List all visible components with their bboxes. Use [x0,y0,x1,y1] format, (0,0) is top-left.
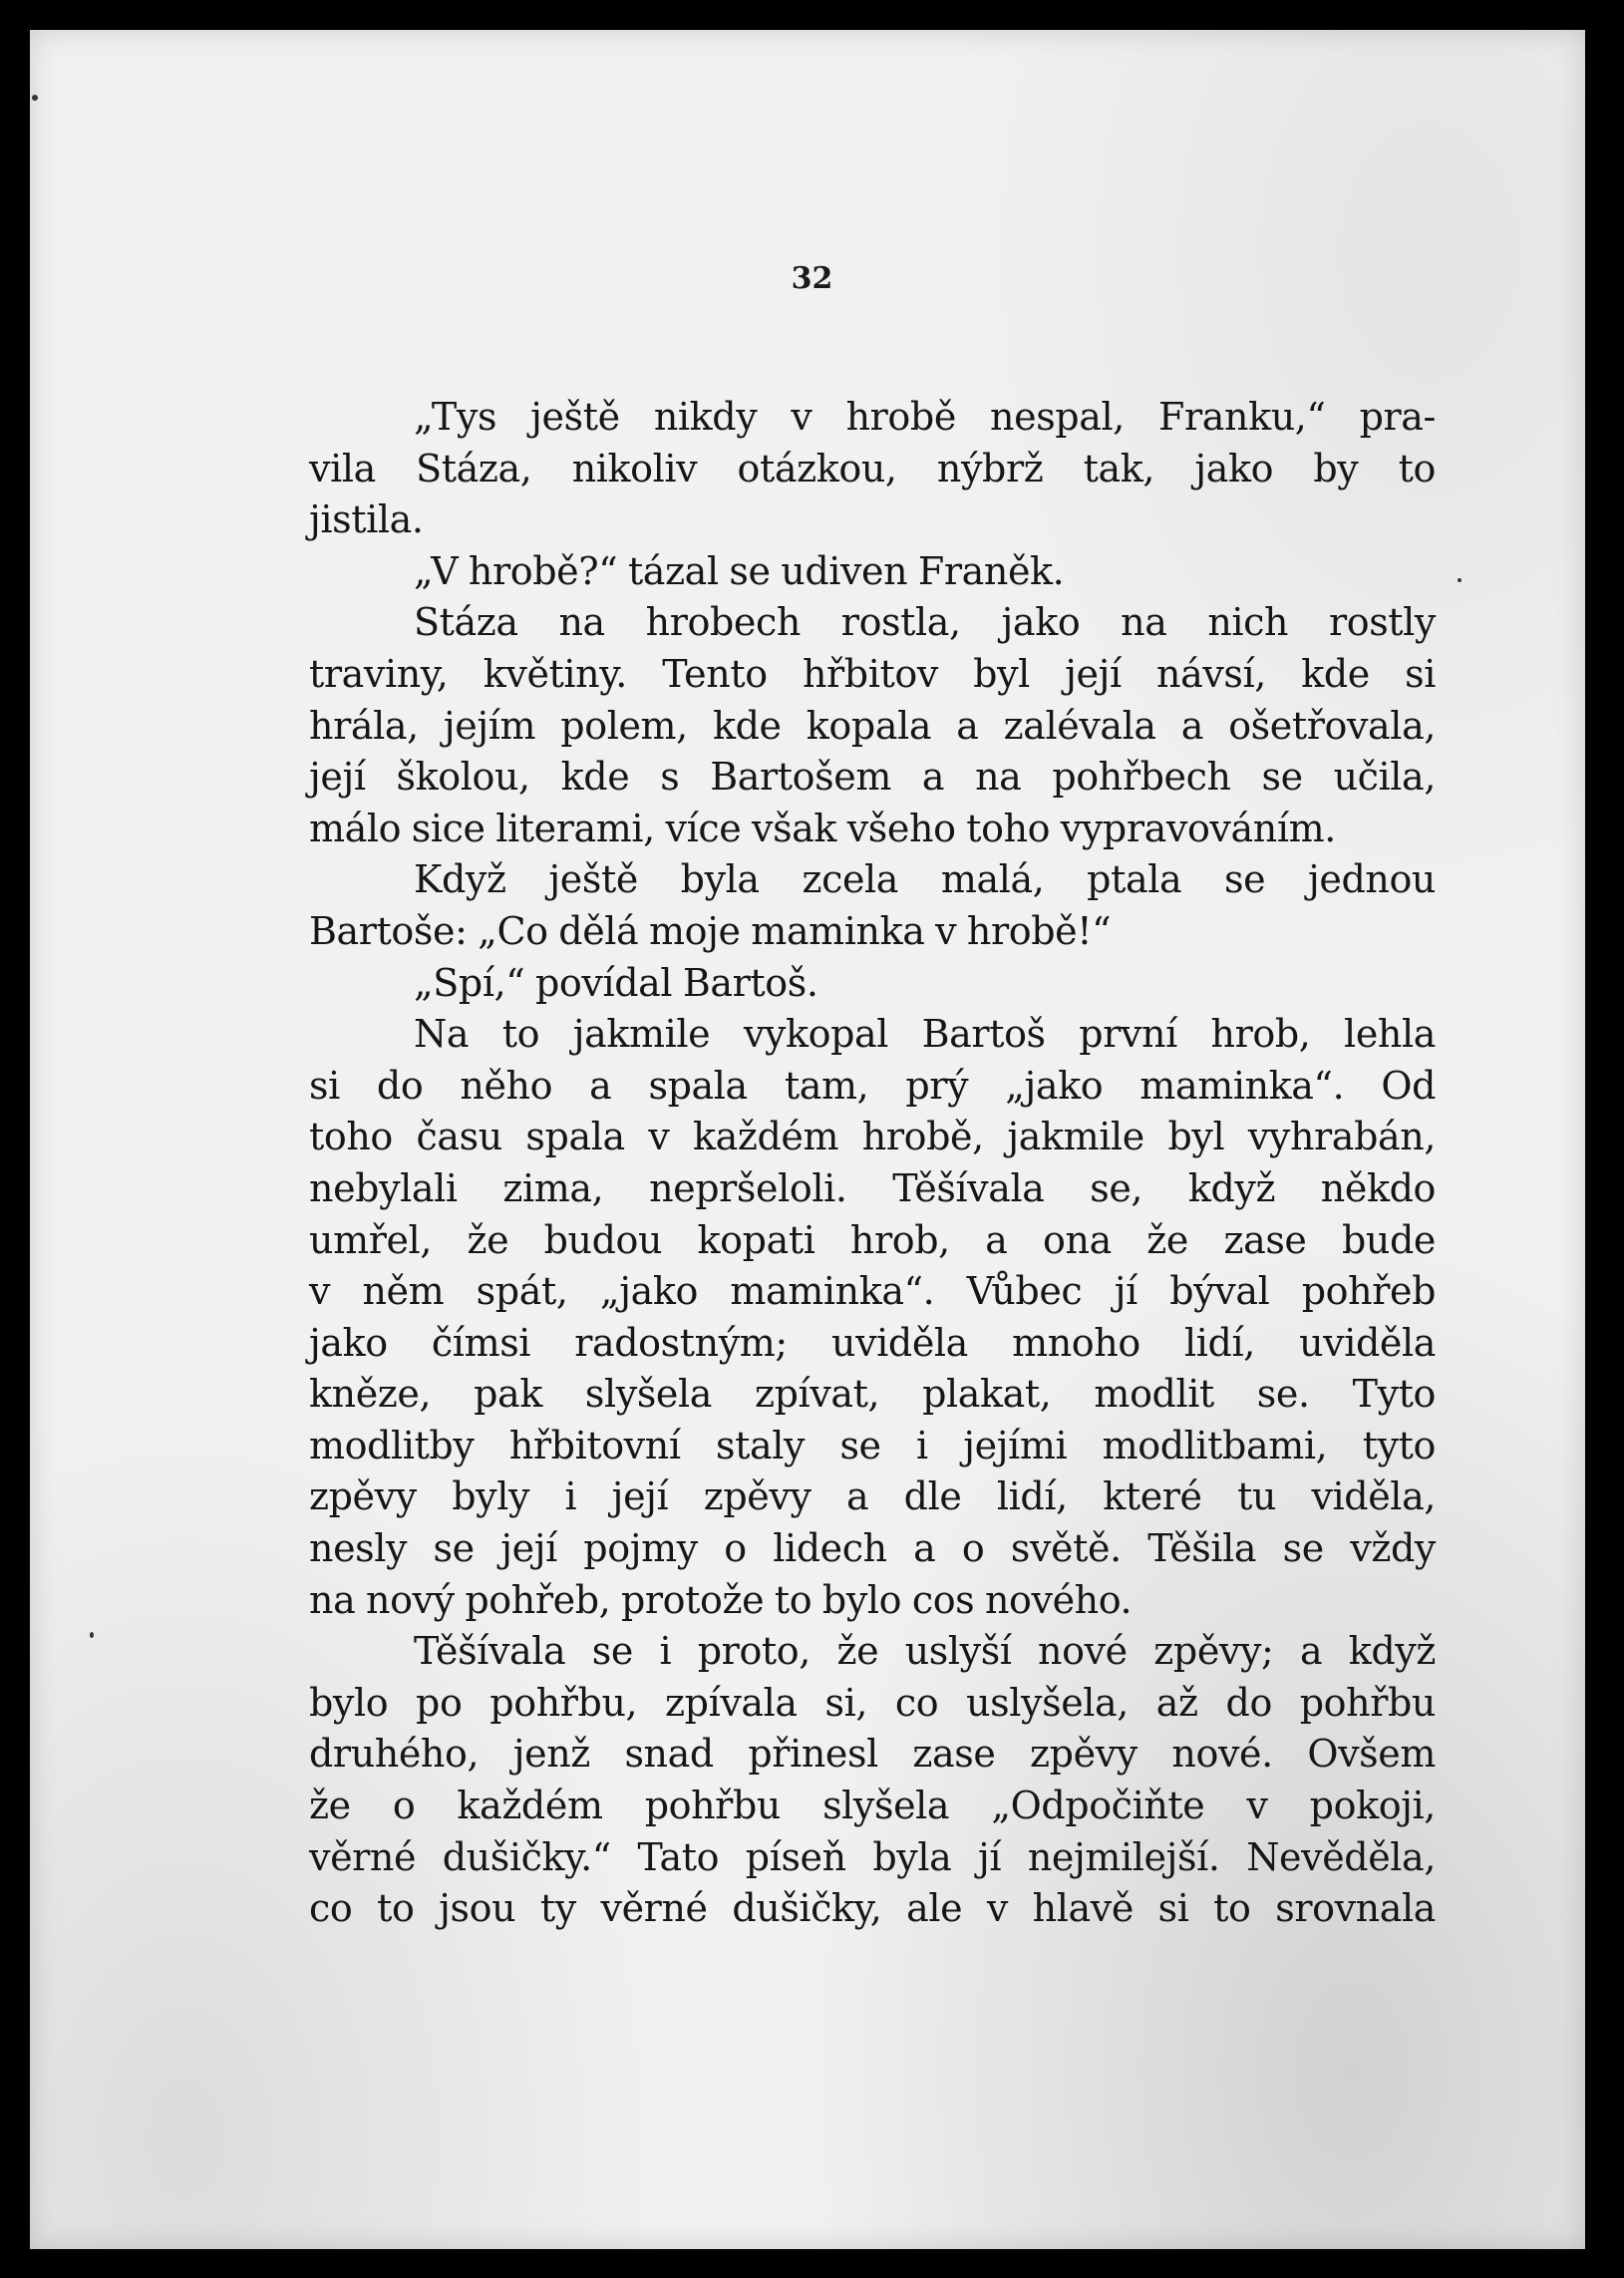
text-line: Stáza na hrobech rostla, jako na nich rostly [414,600,1436,645]
text-line: bylo po pohřbu, zpívala si, co uslyšela, až do pohřbu [309,1680,1436,1725]
text-line: nesly se její pojmy o lidech a o světě. Těšila se vždy [309,1526,1436,1571]
text-line: „Tys ještě nikdy v hrobě nespal, Franku,“ pra- [414,395,1436,439]
text-line: její školou, kde s Bartošem a na pohřbech se učila, [309,755,1436,800]
text-line: umřel, že budou kopati hrob, a ona že zase bude [309,1217,1436,1262]
text-line: Těšívala se i proto, že uslyší nové zpěvy; a když [414,1629,1436,1674]
text-line: „Spí,“ povídal Bartoš. [414,960,818,1005]
text-line: „V hrobě?“ tázal se udiven Franěk. [414,548,1065,593]
page-number: 32 [791,261,833,296]
text-line: Bartoše: „Co dělá moje maminka v hrobě!“ [309,908,1112,953]
body-text [309,392,1436,1935]
text-line: málo sice literami, více však všeho toho vypravováním. [309,806,1336,850]
text-line: že o každém pohřbu slyšela „Odpočiňte v pokoji, [309,1784,1436,1828]
text-line: traviny, květiny. Tento hřbitov byl její návsí, kde si [309,651,1436,696]
dust-speck [32,95,38,101]
text-line: kněze, pak slyšela zpívat, plakat, modlit se. Tyto [309,1372,1436,1417]
text-line: toho času spala v každém hrobě, jakmile byl vyhrabán, [309,1115,1436,1159]
text-line: modlitby hřbitovní staly se i jejími modlitbami, tyto [309,1423,1436,1467]
text-line: Na to jakmile vykopal Bartoš první hrob, lehla [414,1012,1436,1057]
text-line: druhého, jenž snad přinesl zase zpěvy nové. Ovšem [309,1732,1436,1777]
text-line: si do něho a spala tam, prý „jako maminka“. Od [309,1063,1436,1108]
dust-speck [1458,578,1462,582]
text-line: jako čímsi radostným; uviděla mnoho lidí, uviděla [309,1320,1436,1365]
text-line: na nový pohřeb, protože to bylo cos nového. [309,1577,1133,1622]
text-line: co to jsou ty věrné dušičky, ale v hlavě si to srovnala [309,1886,1436,1931]
text-line: zpěvy byly i její zpěvy a dle lidí, které tu viděla, [309,1474,1436,1519]
text-line: jistila. [309,497,424,542]
dust-speck [90,1632,94,1638]
text-line: Když ještě byla zcela malá, ptala se jednou [414,857,1436,902]
text-line: hrála, jejím polem, kde kopala a zalévala a ošetřovala, [309,703,1436,748]
text-line: nebylali zima, nepršeloli. Těšívala se, když někdo [309,1165,1436,1210]
text-line: vila Stáza, nikoliv otázkou, nýbrž tak, jako by to [309,446,1436,490]
text-line: věrné dušičky.“ Tato píseň byla jí nejmilejší. Nevěděla, [309,1834,1436,1879]
text-line: v něm spát, „jako maminka“. Vůbec jí býval pohřeb [309,1269,1436,1314]
